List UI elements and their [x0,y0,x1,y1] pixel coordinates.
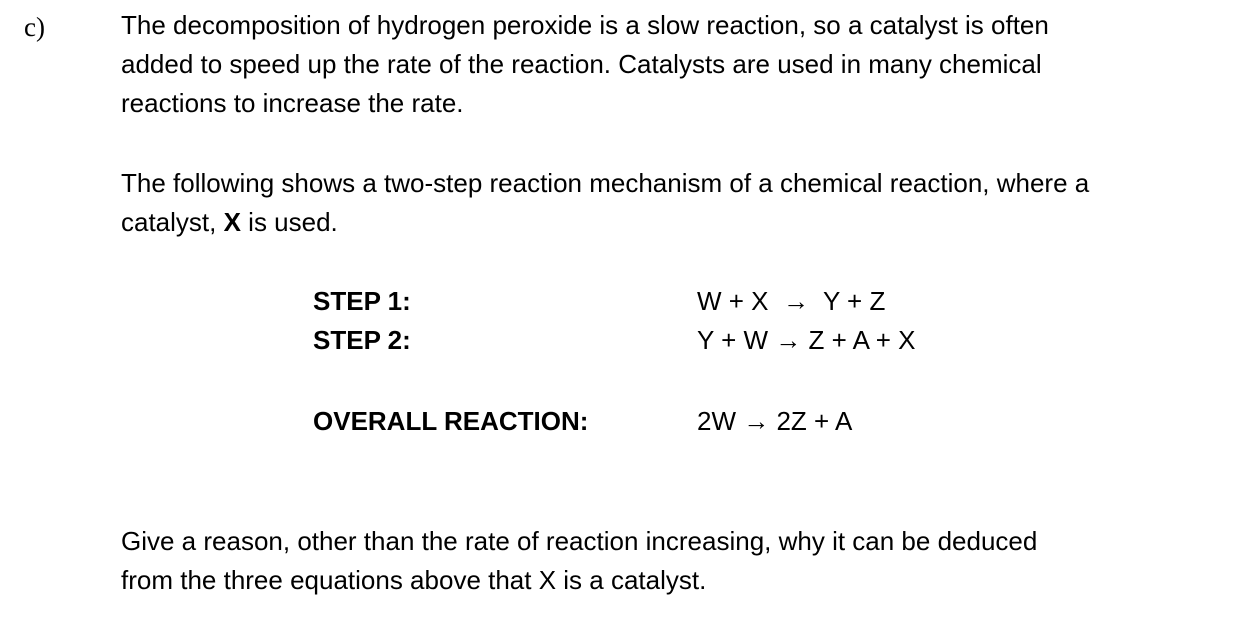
mechanism-intro-paragraph [121,164,1089,242]
step2-label: STEP 2: [313,325,411,355]
intro-line: The decomposition of hydrogen peroxide is a slow reaction, so a catalyst is often [121,10,1049,40]
text-fragment: catalyst, [121,207,224,237]
question-prompt-paragraph [121,522,1037,600]
mechanism-intro-line: The following shows a two-step reaction mechanism of a chemical reaction, where a [121,168,1090,198]
step1-equation: W + X → Y + Z [697,286,886,316]
intro-line: added to speed up the rate of the reaction. Catalysts are used in many chemical [121,49,1042,79]
intro-paragraph [121,6,1049,123]
question-prompt-line: Give a reason, other than the rate of reaction increasing, why it can be deduced [121,526,1038,556]
overall-reaction-equation: 2W → 2Z + A [697,406,853,436]
text-fragment: is used. [240,207,338,237]
overall-reaction-label: OVERALL REACTION: [313,406,589,436]
question-part-label: c) [24,12,45,42]
step2-equation: Y + W → Z + A + X [697,325,916,355]
step1-label: STEP 1: [313,286,411,316]
mechanism-intro-line [121,203,1089,242]
question-prompt-line: from the three equations above that X is a catalyst. [121,565,707,595]
intro-line: reactions to increase the rate. [121,88,464,118]
catalyst-symbol: X [223,207,241,237]
